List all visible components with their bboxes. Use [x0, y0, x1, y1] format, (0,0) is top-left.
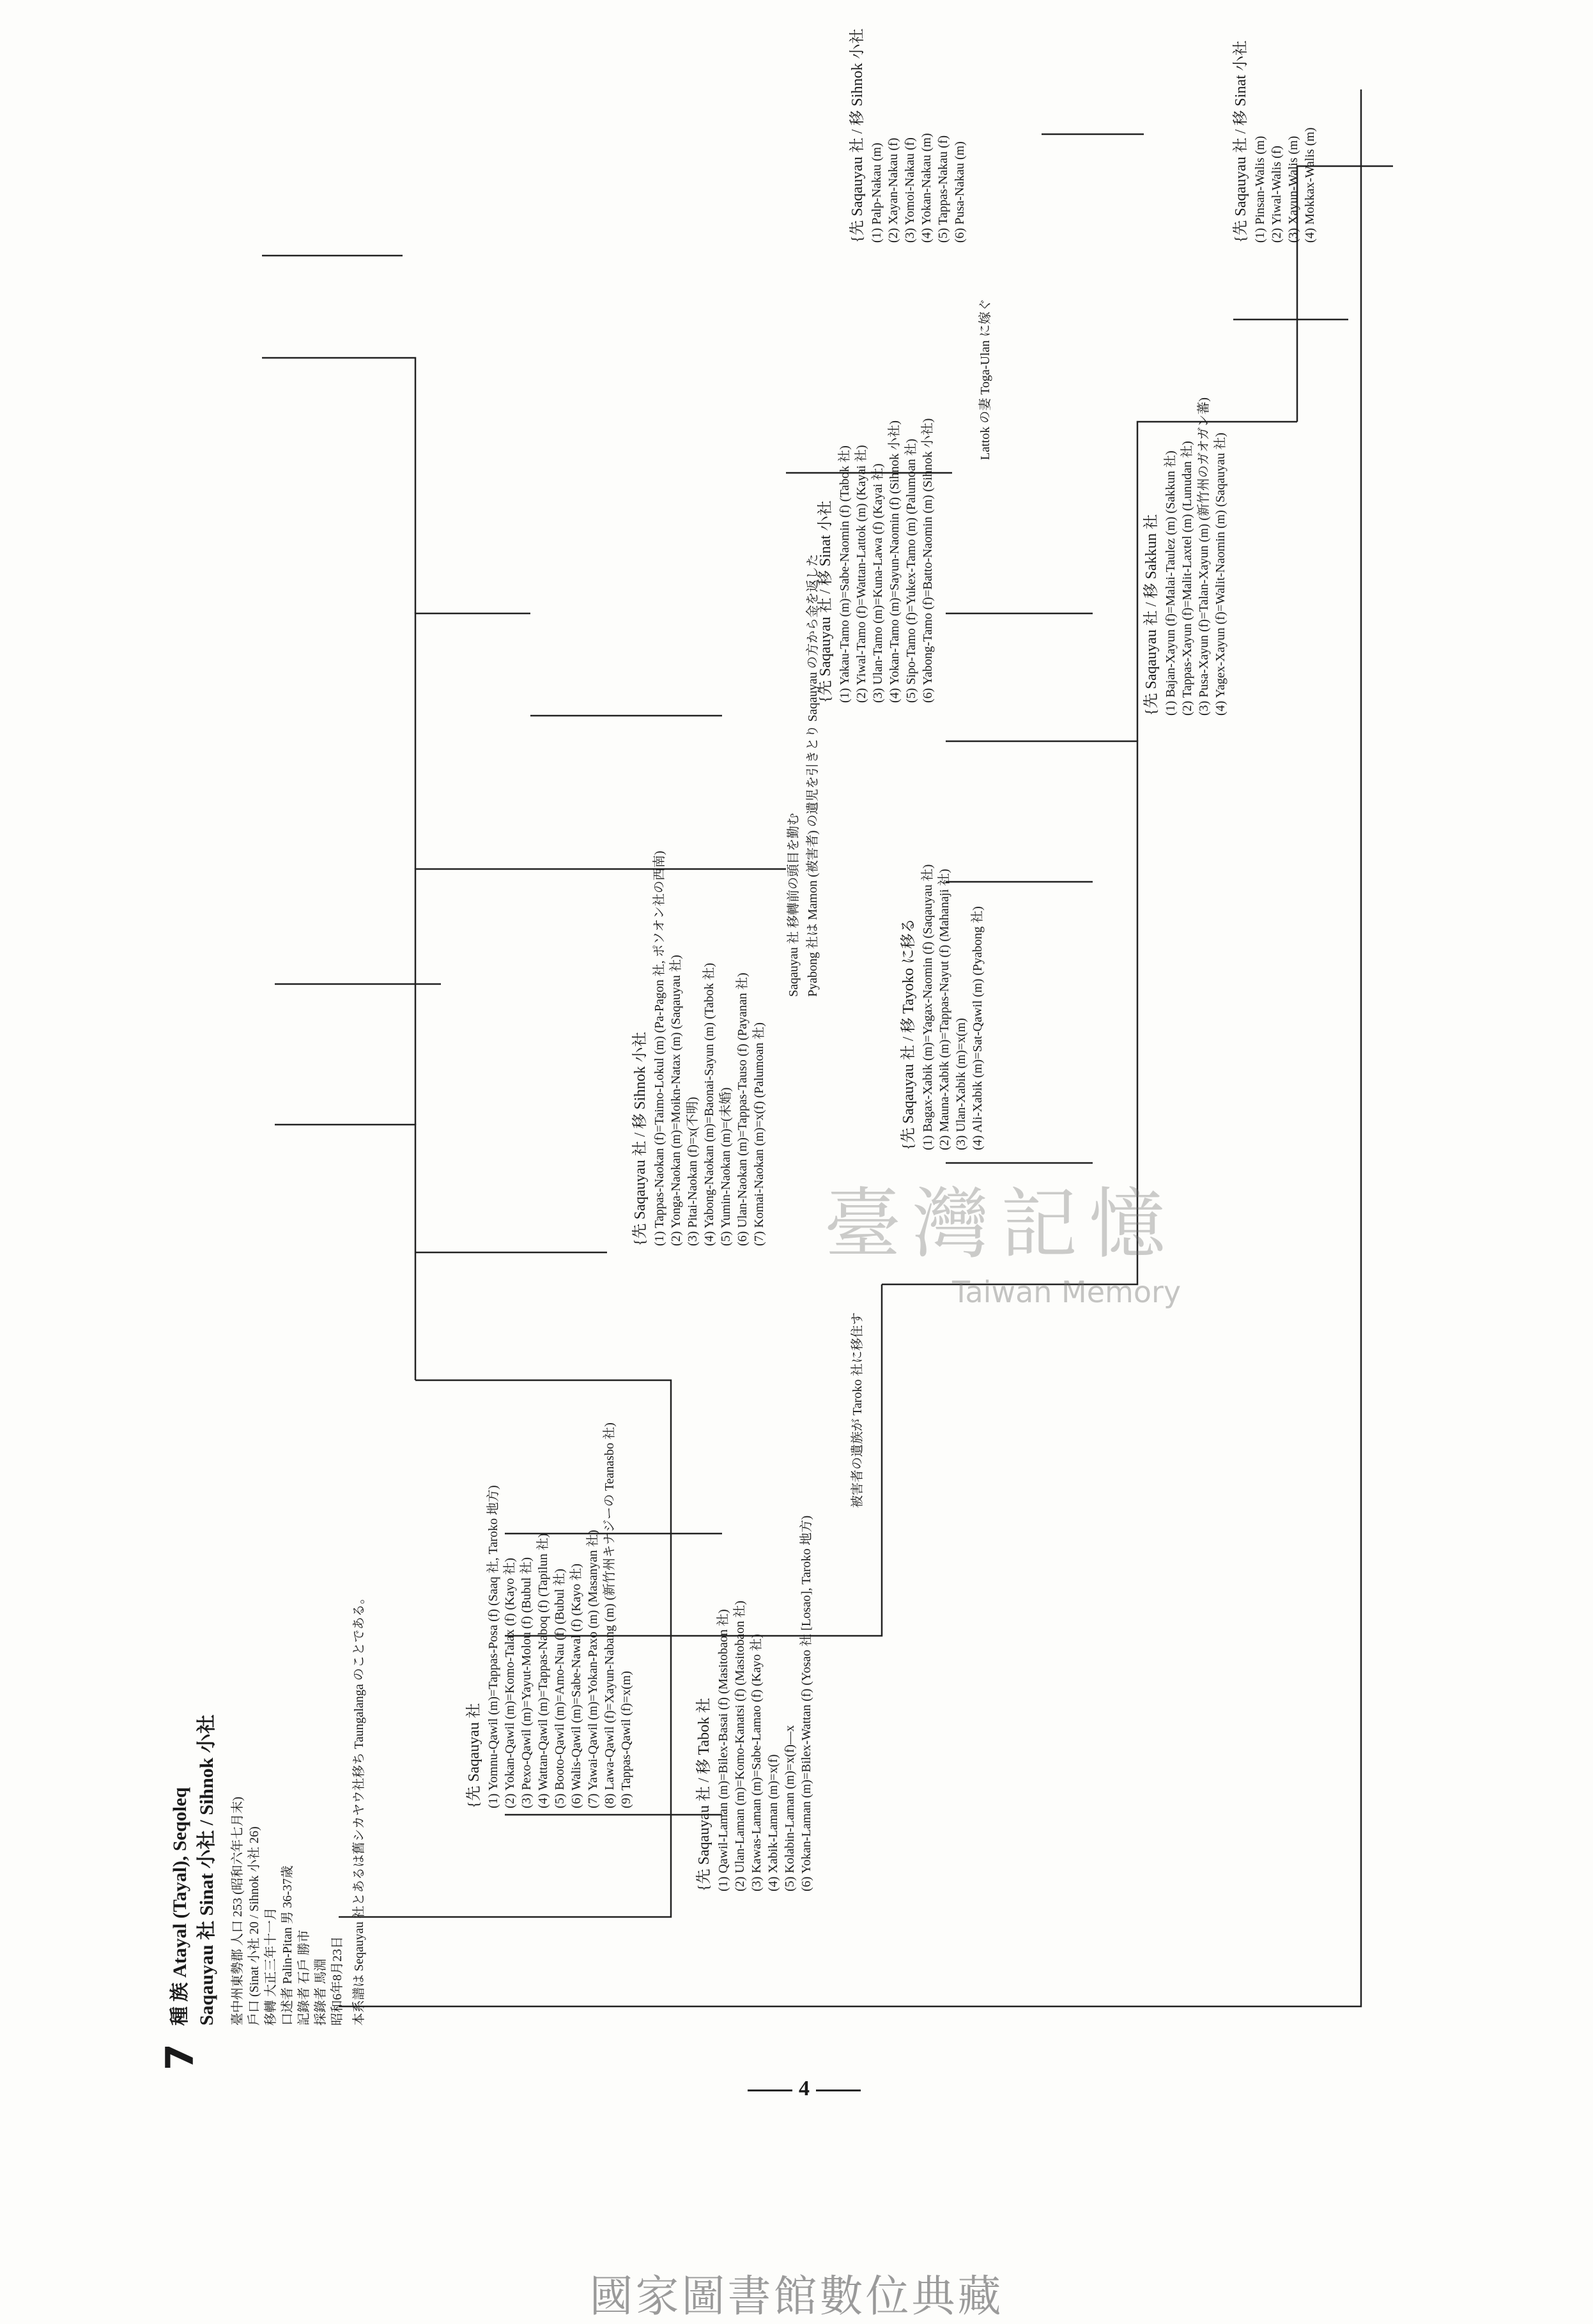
family-line: (2) Ulan-Laman (m)=Komo-Kanatsi (f) (Masitobaon 社) [733, 1600, 747, 1891]
family-line: (4) Wattan-Qawil (m)=Tappas-Naboq (f) (Tapilun 社) [536, 1533, 550, 1808]
family-line: (2) Mauna-Xabik (m)=Tappas-Nayut (f) (Mahanaji 社) [937, 868, 951, 1150]
family-line: (1) Bagax-Xabik (m)=Yagax-Naomin (f) (Saqauyau 社) [921, 864, 935, 1150]
group-origin: {先 Saqauyau 社 / 移 Sinat 小社 [817, 500, 834, 703]
meta-line: 口述者 Palin-Pitan 男 36-37歳 [281, 1865, 295, 2026]
group-origin: {先 Saqauyau 社 / 移 Sinat 小社 [1233, 40, 1249, 243]
family-line: (4) Mokkax-Walis (m) [1303, 127, 1317, 243]
family-line: (5) Sipo-Tamo (f)=Yukex-Tamo (m) (Palumoan 社) [904, 438, 918, 703]
family-line: (4) Yokan-Nakau (m) [920, 133, 934, 243]
family-line: (6) Yokan-Laman (m)=Bilex-Wattan (f) (Yosao 社 [Losao], Taroko 地方) [799, 1515, 813, 1891]
family-line: (2) Yiwal-Walis (f) [1270, 145, 1284, 243]
family-line: (2) Tappas-Xayun (f)=Malit-Laxtel (m) (Lunudan 社) [1180, 441, 1194, 716]
family-line: (3) Pexo-Qawil (m)=Yayut-Molou (f) (Bubul 社) [519, 1557, 534, 1808]
family-line: (1) Yakau-Tamo (m)=Sabe-Naomin (f) (Tabok 社) [838, 445, 852, 703]
family-line: (4) Yabong-Naokan (m)=Baonai-Sayun (m) (Tabok 社) [702, 962, 716, 1246]
meta-line: 採錄者 馬淵 [314, 1958, 328, 2026]
group-origin: {先 Saqauyau 社 [466, 1703, 482, 1808]
annotation-note: Saqauyau 社 移轉前の頭目を勤む [787, 813, 801, 997]
group-origin: {先 Saqauyau 社 / 移 Tabok 社 [696, 1697, 712, 1891]
family-line: (2) Yonga-Naokan (m)=Moikn-Natax (m) (Saqauyau 社) [669, 955, 683, 1246]
family-line: (1) Yomnu-Qawil (m)=Tappas-Posa (f) (Saaq 社, Taroko 地方) [486, 1485, 500, 1808]
family-line: (3) Ulan-Xabik (m)=x(m) [954, 1018, 968, 1150]
family-line: (9) Tappas-Qawil (f)=x(m) [619, 1671, 633, 1808]
family-line: (1) Palp-Nakau (m) [870, 142, 884, 243]
group-origin: {先 Saqauyau 社 / 移 Sakkun 社 [1143, 514, 1160, 716]
group-origin: {先 Saqauyau 社 / 移 Sihnok 小社 [632, 1031, 649, 1246]
page-series-number: 7 [158, 2043, 203, 2070]
meta-line: 戶口 (Sinat 小社 20 / Sihnok 小社 26) [247, 1826, 261, 2026]
meta-line: 移轉 大正三年十一月 [264, 1907, 278, 2026]
group-origin: {先 Saqauyau 社 / 移 Sihnok 小社 [849, 28, 866, 243]
family-line: (7) Yawai-Qawil (m)=Yokan-Paxo (m) (Masanyan 社) [586, 1530, 600, 1808]
family-line: (4) Yagex-Xayun (f)=Walit-Naomin (m) (Saqauyau 社) [1213, 433, 1227, 716]
family-line: (3) Yomoi-Nakau (f) [903, 137, 917, 243]
family-line: (3) Ulan-Tamo (m)=Kuna-Lawa (f) (Kayai 社) [871, 463, 885, 703]
annotation-note: 被害者の遺族が Taroko 社に移住す [850, 1312, 865, 1508]
meta-line: 昭和6年8月23日 [330, 1936, 344, 2026]
family-line: (6) Ulan-Naokan (m)=Tappas-Tauso (f) (Payanan 社) [735, 973, 750, 1246]
family-line: (6) Pusa-Nakau (m) [953, 141, 967, 243]
page-number [741, 2077, 867, 2101]
family-line: (7) Komai-Naokan (m)=x(f) (Palumoan 社) [752, 1022, 766, 1246]
genealogy-chart-rotated [147, 0, 1502, 2083]
family-line: (4) Yokan-Tamo (m)=Sayun-Naomin (f) (Sihnok 小社) [888, 420, 902, 703]
annotation-note: Lattok の妻 Toga-Ulan に嫁ぐ [978, 298, 992, 460]
family-line: (3) Pitai-Naokan (f)=x(不明) [686, 1097, 700, 1246]
watermark-chinese: 臺灣記憶 [824, 1180, 1177, 1269]
footer-archive-label: 國家圖書館數位典藏 [589, 2272, 1004, 2322]
annotation-note: Pyabong 社は Mamon (被害者) の遺児を引きとり Saqauyau の方から金を返した [806, 553, 820, 997]
family-line: (1) Bajan-Xayun (f)=Malai-Taulez (m) (Sakkun 社) [1164, 450, 1178, 716]
watermark-english: Taiwan Memory [952, 1275, 1181, 1309]
family-line: (5) Tappas-Nakau (f) [936, 135, 950, 243]
family-line: (2) Xayan-Nakau (f) [886, 137, 900, 243]
meta-line: 記錄者 石戶 勝市 [297, 1930, 311, 2026]
family-line: (1) Tappas-Naokan (f)=Taimo-Lokul (m) (Pa-Pagon 社, ポソオン社の西南) [652, 850, 666, 1246]
family-line: (3) Kawas-Laman (m)=Sabe-Lamao (f) (Kayo 社) [750, 1634, 764, 1891]
family-line: (5) Yumin-Naokan (m)=(未婚) [719, 1087, 733, 1246]
family-line: (6) Yabong-Tamo (f)=Batto-Naomin (m) (Sihnok 小社) [921, 418, 935, 703]
page-number-value: 4 [799, 2077, 810, 2100]
family-line: (1) Pinsan-Walis (m) [1253, 135, 1267, 243]
family-line: (8) Lawa-Qawil (f)=Xayun-Nabang (m) (新竹州キナジーの Teanasbo 社) [603, 1422, 617, 1808]
family-line: (4) Xabik-Laman (m)=x(f) [766, 1754, 780, 1891]
group-origin: {先 Saqauyau 社 / 移 Tayoko に移る [900, 918, 917, 1150]
family-line: (5) Booto-Qawil (m)=Amo-Nau (f) (Bubul 社) [553, 1568, 567, 1808]
meta-line: 臺中州東勢郡 人口 253 (昭和六年七月末) [231, 1796, 245, 2026]
village-title: Saqauyau 社 Sinat 小社 / Sihnok 小社 [196, 1714, 217, 2026]
family-line: (5) Kolabin-Laman (m)=x(f)—x [783, 1725, 797, 1891]
header-note: 本系譜は Seqauyau 社とあるは舊シカヤウ社移ち Taungalanga のことである。 [352, 1591, 366, 2026]
family-line: (2) Yiwal-Tamo (f)=Wattan-Lattok (m) (Kayai 社) [854, 445, 868, 703]
family-line: (1) Qawil-Laman (m)=Bilex-Basai (f) (Masitobaon 社) [716, 1609, 730, 1891]
connector-lines [147, 0, 1502, 2083]
family-line: (3) Xayun-Walis (m) [1286, 135, 1300, 243]
tribe-title: 種 族 Atayal (Tayal), Seqoleq [169, 1787, 190, 2026]
family-line: (2) Yokan-Qawil (m)=Komo-Talax (f) (Kayo 社) [503, 1557, 517, 1808]
family-line: (6) Walis-Qawil (m)=Sabe-Nawal (f) (Kayo 社) [569, 1563, 583, 1808]
family-line: (3) Pusa-Xayun (f)=Talan-Xayun (m) (新竹州のガオガン蕃) [1197, 397, 1211, 716]
family-line: (4) Ali-Xabik (m)=Sat-Qawil (m) (Pyabong 社) [971, 906, 985, 1150]
